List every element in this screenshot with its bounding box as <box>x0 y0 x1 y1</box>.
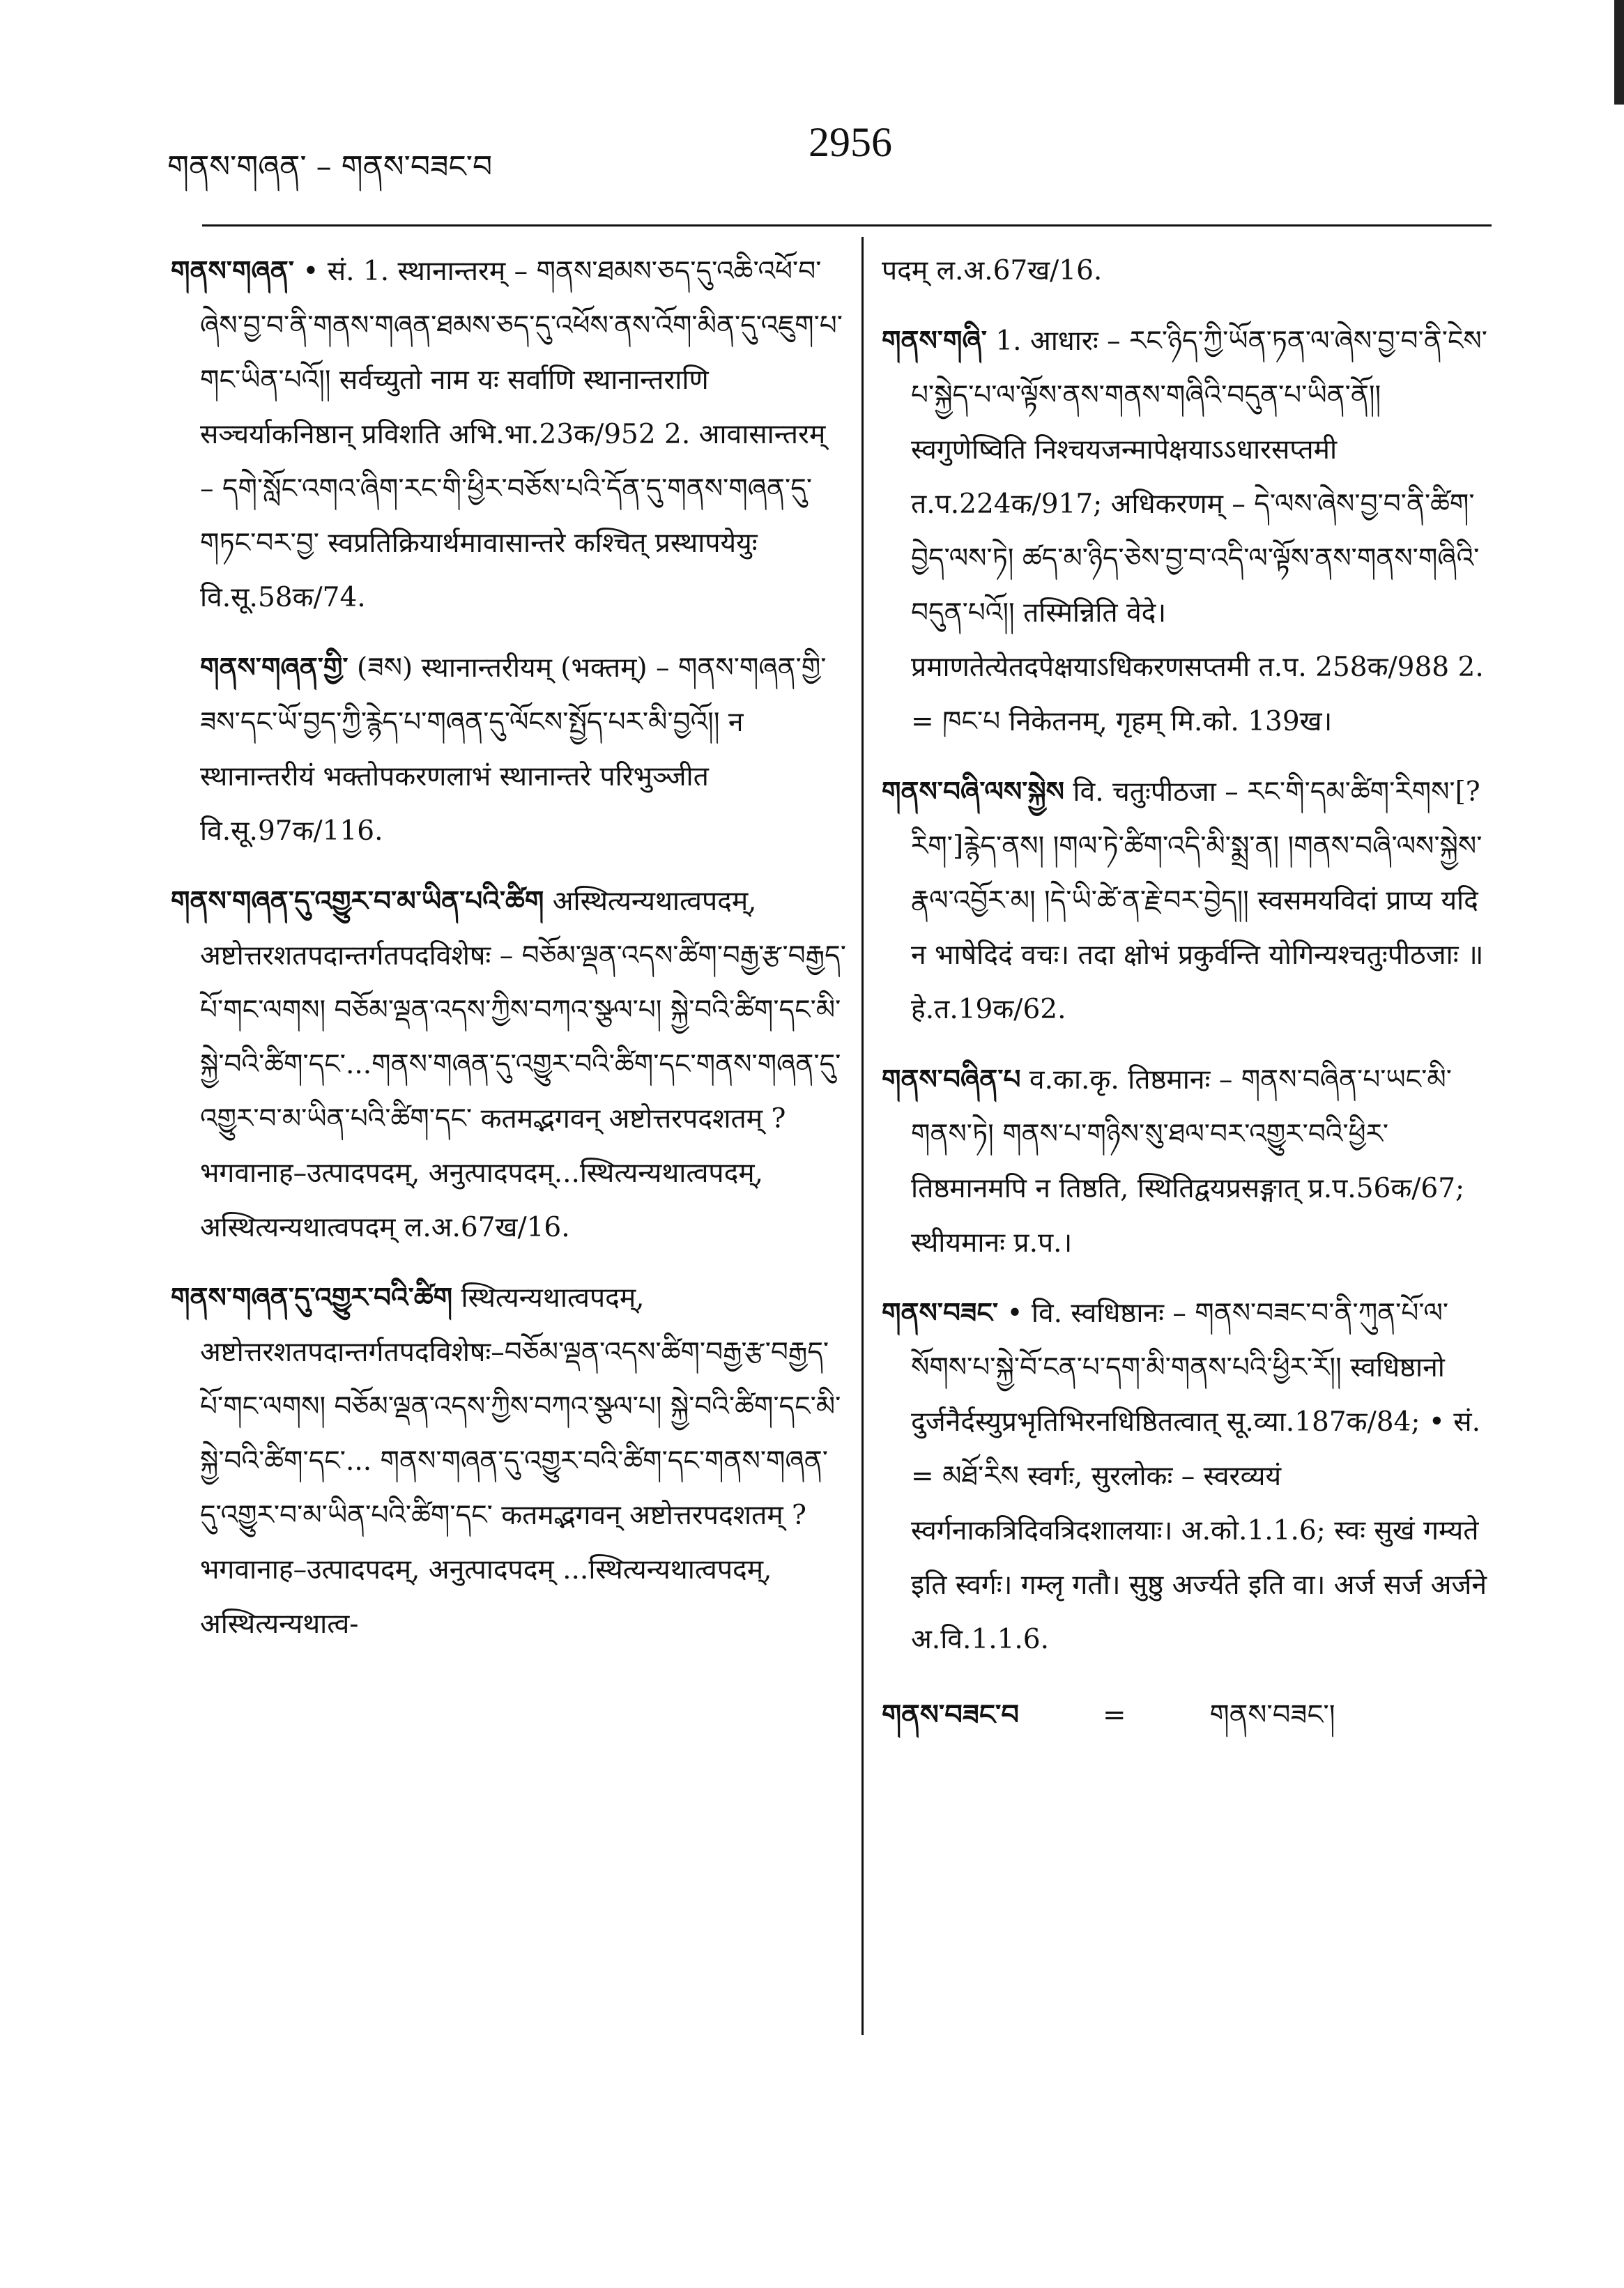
entry-headword: གནས་བཟང་ <box>882 1297 999 1329</box>
entry-headword: གནས་བཞིན་པ <box>882 1064 1021 1096</box>
cross-reference-entry <box>882 1688 1495 1742</box>
header-range: གནས་གཞན་ – གནས་བཟང་བ <box>167 149 493 185</box>
entry-text: स्थित्यन्यथात्वपदम्, अष्टोत्तरशतपदान्तर्गतपदविशेषः–བཅོམ་ལྡན་འདས་ཚིག་བརྒྱ་རྩ་བརྒྱད་པོ་གང་ལགས། བཅོམ་ལྡན་འདས་ཀྱིས་བཀའ་སྩལ་པ། སྐྱེ་བའི་ཚིག་དང་མི་སྐྱེ་བའི་ཚིག་དང་... གནས་གཞན་དུ་འགྱུར་བའི་ཚིག་དང་གནས་གཞན་དུ་འགྱུར་བ་མ་ཡིན་པའི་ཚིག་དང་ कतमद्भगवन् अष्टोत्तरपदशतम् ? भगवानाह–उत्पादपदम्, अनुत्पादपदम् ...स्थित्यन्यथात्वपदम्, अस्थित्यन्यथात्व- <box>200 1282 841 1640</box>
entry-text: 1. आधारः – རང་ཉིད་ཀྱི་ཡོན་ཏན་ལ་ཞེས་བྱ་བ་ནི་ངེས་པ་སྐྱེད་པ་ལ་ལྟོས་ནས་གནས་གཞིའི་བདུན་པ་ཡིན་ནོ།། स्वगुणेष्विति निश्चयजन्मापेक्षयाऽऽधारसप्तमी त.प.224क/917; अधिकरणम् – དེ་ལས་ཞེས་བྱ་བ་ནི་ཚིག་བྱེད་ལས་ཏེ། ཚད་མ་ཉིད་ཅེས་བྱ་བ་འདི་ལ་ལྟོས་ནས་གནས་གཞིའི་བདུན་པའོ།། तस्मिन्निति वेदे। प्रमाणतेत्येतदपेक्षयाऽधिकरणसप्तमी त.प. 258क/988 2. = ཁང་པ निकेतनम्, गृहम् मि.को. 139ख। <box>911 325 1487 737</box>
dictionary-entry <box>882 765 1495 1037</box>
entry-headword: གནས་བཞི་ལས་སྐྱེས <box>882 776 1065 808</box>
entry-headword: གནས་གཞན་དུ་འགྱུར་བ་མ་ཡིན་པའི་ཚིག <box>171 885 544 917</box>
dictionary-entry <box>171 1270 847 1652</box>
entry-continuation: पदम् ल.अ.67ख/16. <box>882 255 1103 286</box>
equals-sign: = <box>1102 1699 1126 1731</box>
entry-text: • वि. स्वधिष्ठानः – གནས་བཟང་བ་ནི་ཀུན་པོ་ལ་སོགས་པ་སྐྱེ་བོ་ངན་པ་དག་མི་གནས་པའི་ཕྱིར་རོ།། स्वधिष्ठानो दुर्जनैर्दस्युप्रभृतिभिरनधिष्ठितत्वात् सू.व्या.187क/84; • सं. = མཐོ་རིས स्वर्गः, सुरलोकः – स्वरव्ययं स्वर्गनाकत्रिदिवत्रिदशालयाः। अ.को.1.1.6; स्वः सुखं गम्यते इति स्वर्गः। गम्लृ गतौ। सुष्ठु अर्ज्यते इति वा। अर्ज सर्ज अर्जने अ.वि.1.1.6. <box>911 1298 1487 1655</box>
entry-headword: གནས་གཞན་གྱི་ <box>200 652 348 684</box>
right-column <box>882 244 1495 1742</box>
dictionary-entry <box>882 1052 1495 1270</box>
dictionary-entry <box>882 314 1495 749</box>
entry-text: वि. चतुःपीठजा – རང་གི་དམ་ཚིག་རིགས་[? རིག་]རྙེད་ནས། །གལ་ཏེ་ཚིག་འདི་མི་སྨྲ་ན། །གནས་བཞི་ལས་སྐྱེས་རྣལ་འབྱོར་མ། །དེ་ཡི་ཚེ་ན་རྗེ་བར་བྱེད།། स्वसमयविदां प्राप्य यदि न भाषेदिदं वचः। तदा क्षोभं प्रकुर्वन्ति योगिन्यश्चतुःपीठजाः ॥ हे.त.19क/62. <box>911 776 1484 1025</box>
dictionary-entry <box>882 1286 1495 1667</box>
dictionary-entry <box>171 244 847 625</box>
entry-headword: གནས་གཞན་ <box>171 255 294 287</box>
entry-text: (ཟས) स्थानान्तरीयम् (भक्तम्) – གནས་གཞན་གྱི་ཟས་དང་ཡོ་བྱད་ཀྱི་རྙེད་པ་གཞན་དུ་ལོངས་སྤྱོད་པར་མི་བྱའོ།། न स्थानान्तरीयं भक्तोपकरणलाभं स्थानान्तरे परिभुञ्जीत वि.सू.97क/116. <box>200 652 827 847</box>
dictionary-entry <box>171 874 847 1255</box>
entry-headword: གནས་གཞི་ <box>882 325 987 357</box>
page-number: 2956 <box>809 119 892 165</box>
dictionary-subentry <box>171 640 847 859</box>
scan-edge-mark <box>1614 0 1624 105</box>
page-header <box>167 118 1492 195</box>
left-column <box>171 244 847 1667</box>
entry-text: व.का.कृ. तिष्ठमानः – གནས་བཞིན་པ་ཡང་མི་གནས་ཏེ། གནས་པ་གཉིས་སུ་ཐལ་བར་འགྱུར་བའི་ཕྱིར་ तिष्ठमानमपि न तिष्ठति, स्थितिद्वयप्रसङ्गात् प्र.प.56क/67; स्थीयमानः प्र.प.। <box>911 1064 1465 1259</box>
entry-text: • सं. 1. स्थानान्तरम् – གནས་ཐམས་ཅད་དུ་འཆི་འཕོ་བ་ཞེས་བྱ་བ་ནི་གནས་གཞན་ཐམས་ཅད་དུ་འཕོས་ནས་འོག་མིན་དུ་འཇུག་པ་གང་ཡིན་པའོ།། सर्वच्युतो नाम यः सर्वाणि स्थानान्तराणि सञ्चर्याकनिष्ठान् प्रविशति अभि.भा.23क/952 2. आवासान्तरम् – དགེ་སློང་འགའ་ཞིག་རང་གི་ཕྱིར་བཅོས་པའི་དོན་དུ་གནས་གཞན་དུ་གཏང་བར་བྱ་ स्वप्रतिक्रियार्थमावासान्तरे कश्चित् प्रस्थापयेयुः वि.सू.58क/74. <box>200 256 843 613</box>
header-rule <box>202 224 1492 227</box>
entry-headword: གནས་གཞན་དུ་འགྱུར་བའི་ཚིག <box>171 1282 453 1314</box>
cross-reference-target: གནས་བཟང་། <box>1209 1699 1335 1731</box>
column-divider <box>861 237 864 2035</box>
entry-text: अस्थित्यन्यथात्वपदम्, अष्टोत्तरशतपदान्तर्गतपदविशेषः – བཅོམ་ལྡན་འདས་ཚིག་བརྒྱ་རྩ་བརྒྱད་པོ་གང་ལགས། བཅོམ་ལྡན་འདས་ཀྱིས་བཀའ་སྩལ་པ། སྐྱེ་བའི་ཚིག་དང་མི་སྐྱེ་བའི་ཚིག་དང་...གནས་གཞན་དུ་འགྱུར་བའི་ཚིག་དང་གནས་གཞན་དུ་འགྱུར་བ་མ་ཡིན་པའི་ཚིག་དང་ कतमद्भगवन् अष्टोत्तरपदशतम् ? भगवानाह–उत्पादपदम्, अनुत्पादपदम्...स्थित्यन्यथात्वपदम्, अस्थित्यन्यथात्वपदम् ल.अ.67ख/16. <box>200 886 846 1243</box>
entry-headword: གནས་བཟང་བ <box>882 1698 1019 1731</box>
